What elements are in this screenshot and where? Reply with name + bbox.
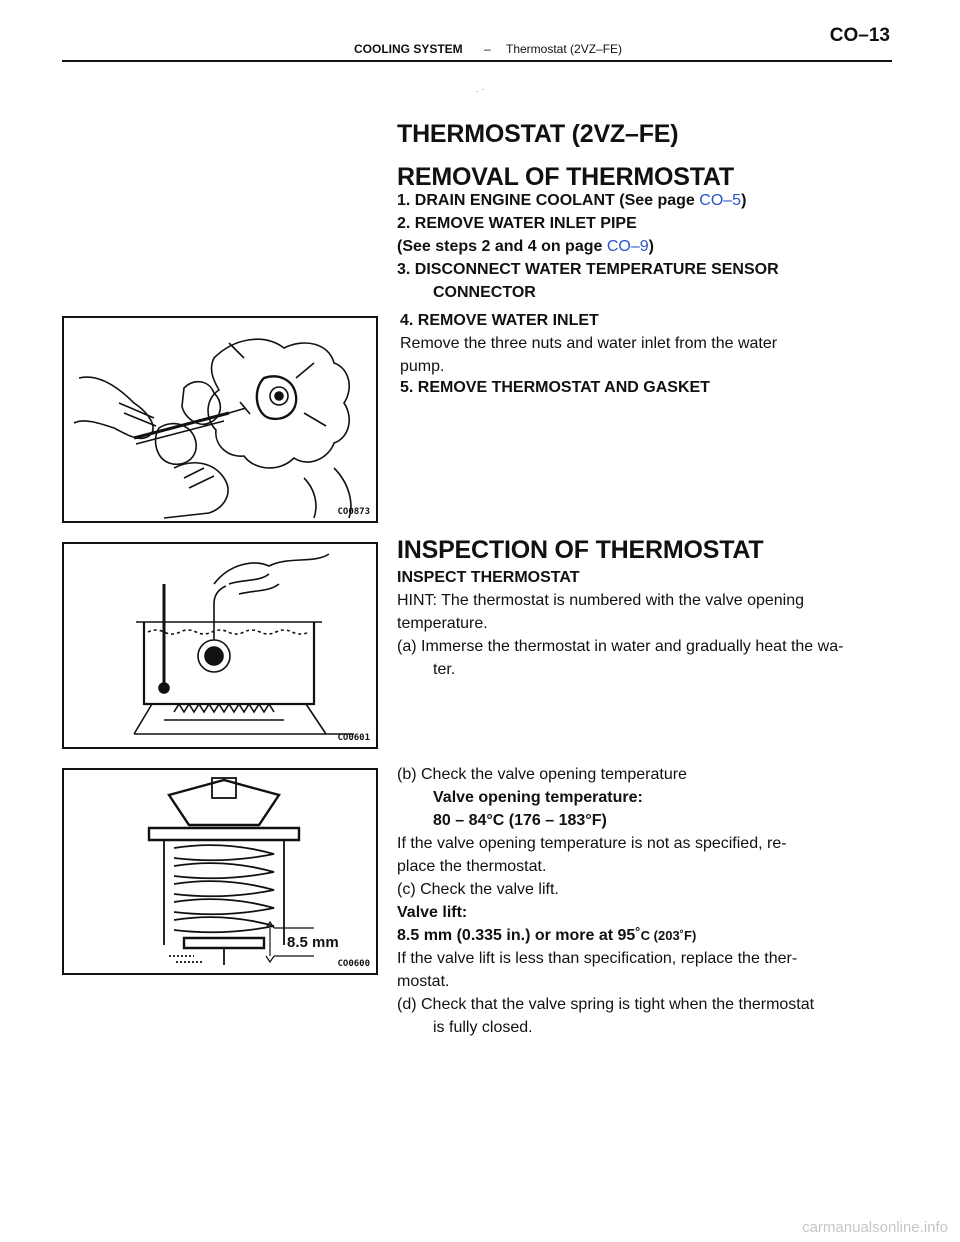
step-c-line-1: (c) Check the valve lift.	[397, 881, 559, 898]
step-c-note-2: mostat.	[397, 973, 450, 990]
step-2-sub-close: )	[648, 238, 654, 255]
step-d-line-1: (d) Check that the valve spring is tight when the thermostat	[397, 996, 815, 1013]
valve-lift-illustration	[64, 770, 376, 973]
header-dash: –	[484, 42, 491, 56]
footer-watermark[interactable]: carmanualsonline.info	[802, 1219, 948, 1236]
figure-code: CO0600	[337, 959, 370, 969]
step-4: 4. REMOVE WATER INLET	[400, 312, 599, 329]
step-2-sub	[397, 236, 654, 258]
step-4-desc-1: Remove the three nuts and water inlet from the water	[400, 335, 778, 352]
ref-link-co9[interactable]: CO–9	[606, 238, 649, 255]
figure-water-heating	[62, 542, 378, 749]
header-section-title: COOLING SYSTEM	[354, 42, 463, 56]
removal-heading: REMOVAL OF THERMOSTAT	[397, 163, 734, 191]
valve-lift-spec-label: Valve lift:	[397, 904, 468, 921]
step-2-sub-text: (See steps 2 and 4 on page	[397, 238, 607, 255]
valve-lift-spec-main: 8.5 mm (0.335 in.) or more at 95˚	[397, 927, 641, 944]
page-header	[62, 22, 892, 62]
figure-valve-lift	[62, 768, 378, 975]
hint-line-2: temperature.	[397, 615, 488, 632]
header-subsection-title: Thermostat (2VZ–FE)	[506, 42, 623, 56]
step-3-line-2: CONNECTOR	[433, 284, 536, 301]
dimension-label: 8.5 mm	[287, 934, 339, 951]
step-a-line-2: ter.	[433, 661, 456, 678]
step-1-text: 1. DRAIN ENGINE COOLANT (See page	[397, 192, 700, 209]
page-code: CO–13	[829, 25, 890, 46]
inspection-heading: INSPECTION OF THERMOSTAT	[397, 536, 764, 564]
valve-opening-spec-label: Valve opening temperature:	[433, 789, 643, 806]
figure-water-inlet-removal	[62, 316, 378, 523]
header-rule	[62, 60, 892, 62]
step-b-note-1: If the valve opening temperature is not as specified, re-	[397, 835, 787, 852]
step-3-line-1: 3. DISCONNECT WATER TEMPERATURE SENSOR	[397, 261, 779, 278]
valve-lift-spec-value	[397, 925, 696, 947]
step-b-note-2: place the thermostat.	[397, 858, 547, 875]
step-b-line-1: (b) Check the valve opening temperature	[397, 766, 687, 783]
hint-line-1: HINT: The thermostat is numbered with the valve opening	[397, 592, 805, 609]
valve-opening-spec-value: 80 – 84°C (176 – 183°F)	[433, 812, 607, 829]
step-d-line-2: is fully closed.	[433, 1019, 533, 1036]
valve-lift-spec-small: C (203˚F)	[640, 928, 697, 943]
step-1	[397, 190, 746, 212]
step-2: 2. REMOVE WATER INLET PIPE	[397, 215, 637, 232]
water-heating-illustration	[64, 544, 376, 747]
step-c-note-1: If the valve lift is less than specification, replace the ther-	[397, 950, 798, 967]
step-1-close: )	[741, 192, 747, 209]
ref-link-co5[interactable]: CO–5	[699, 192, 742, 209]
page-title: THERMOSTAT (2VZ–FE)	[397, 120, 679, 148]
step-a-line-1: (a) Immerse the thermostat in water and gradually heat the wa-	[397, 638, 844, 655]
step-5: 5. REMOVE THERMOSTAT AND GASKET	[400, 379, 710, 396]
water-inlet-illustration	[64, 318, 376, 521]
scan-specks: . ·	[476, 84, 485, 95]
step-4-desc-2: pump.	[400, 358, 445, 375]
inspect-subheading: INSPECT THERMOSTAT	[397, 569, 580, 586]
figure-code: CO0601	[337, 733, 370, 743]
figure-code: CO0873	[337, 507, 370, 517]
